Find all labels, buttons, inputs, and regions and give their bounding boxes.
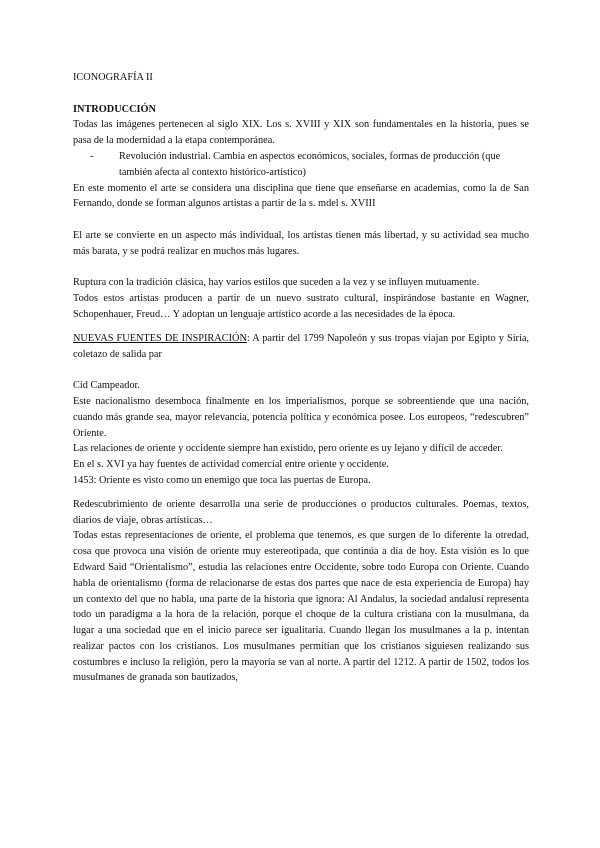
paragraph-1453: 1453: Oriente es visto como un enemigo que toca las puertas de Europa. [73,474,371,486]
intro-heading: INTRODUCCIÓN [73,103,156,115]
paragraph-artistas: Todos estos artistas producen a partir de un nuevo sustrato cultural, inspirándose bastante en Wagner, Schopenhauer, Freud… Y adoptan un lenguaje artístico acorde a las necesidades de la época. [73,293,529,320]
intro-paragraph-2: En este momento el arte se considera una disciplina que tiene que enseñarse en academias, como la de San Fernando, donde se forman algunos artistas a partir de la s. mdel s. XVIII [73,182,529,210]
section2-text: : A partir del 1799 Napoleón y sus tropas viajan por Egipto y Siria, coletazo de salida par [73,332,529,360]
paragraph-arte: El arte se convierte en un aspecto más individual, los artistas tienen más libertad, y su actividad sea mucho más barata, y se podrá realizar en muchos más lugares. [73,229,529,257]
section2-heading: NUEVAS FUENTES DE INSPIRACIÓN [73,332,247,344]
paragraph-cid: Cid Campeador. [73,380,140,392]
document-title: ICONOGRAFÍA II [73,72,153,83]
paragraph-nacionalismo: Este nacionalismo desemboca finalmente en los imperialismos, porque se sobreentiende que una nación, cuando más grande sea, mayor relevancia, potencia política y económica posee. Los europeos, “redescubren” Oriente. [73,395,529,439]
bullet-text: Revolución industrial. Cambia en aspectos económicos, sociales, formas de producción (que también afecta al contexto histórico-artístico) [119,150,501,178]
paragraph-siglo-xvi: En el s. XVI ya hay fuentes de actividad comercial entre oriente y occidente. [73,459,389,471]
paragraph-redescubrimiento: Redescubrimiento de oriente desarrolla una serie de producciones o productos culturales. Poemas, textos, diarios de viaje, obras artísticas… [73,498,529,526]
bullet-item [73,149,529,181]
section-nuevas-fuentes [73,331,529,363]
document-page [73,70,529,686]
bullet-dash: - [90,150,94,162]
intro-paragraph-1: Todas las imágenes pertenecen al siglo XIX. Los s. XVIII y XIX son fundamentales en la historia, pues se pasa de la modernidad a la etapa contemporánea. [73,119,529,147]
paragraph-ruptura: Ruptura con la tradición clásica, hay varios estilos que suceden a la vez y se influyen mutuamente. [73,277,480,289]
paragraph-relaciones: Las relaciones de oriente y occidente siempre han existido, pero oriente es uy lejano y difícil de acceder. [73,443,503,455]
paragraph-orientalismo: Todas estas representaciones de oriente, el problema que tenemos, es que surgen de lo diferente la otredad, cosa que provoca una visión de oriente muy estereotipada, que continúa a día de hoy. Esta visión es lo que Edward Said “Orientalismo”, estudia las relaciones entre Occidente, sobre todo Europa con Oriente. Cuando habla de orientalismo (forma de relacionarse de estas dos partes que nace de esta experiencia de Europa) hay un contexto del que no habla, una parte de la historia que ignora: Al Andalus, la sociedad andalusí representa todo un paradigma a la hora de la relación, porque el choque de la cultura cristiana con la musulmana, da lugar a una sociedad que en el inicio parece ser igualitaria. Cuando llegan los musulmanes a la p. intentan realizar pactos con los cristianos. Los musulmanes permitían que los cristianos siguiesen realizando sus costumbres e incluso la religión, pero la mayoría se van al norte. A partir del 1212. A partir de 1502, todos los musulmanes de granada son bautizados, [73,530,529,684]
